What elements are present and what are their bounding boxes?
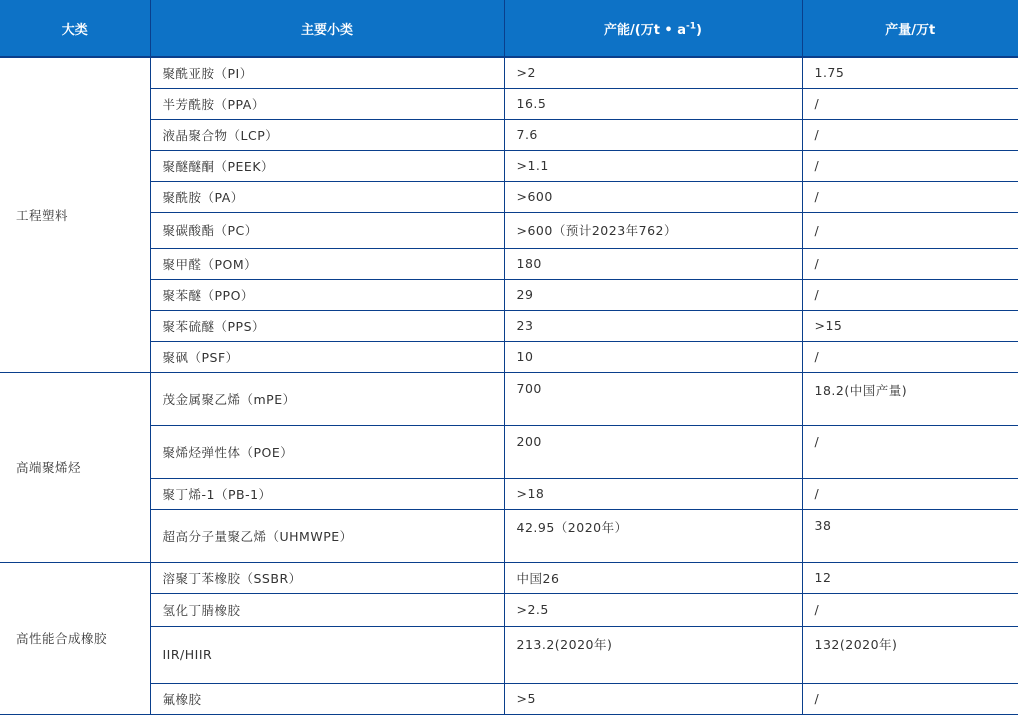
table-row <box>0 593 1018 626</box>
subcategory-cell: 超高分子量聚乙烯（UHMWPE） <box>150 509 504 562</box>
table-row <box>0 372 1018 425</box>
table-row <box>0 88 1018 119</box>
output-cell: >15 <box>802 310 1018 341</box>
subcategory-cell: 聚酰亚胺（PI） <box>150 57 504 88</box>
subcategory-cell: 液晶聚合物（LCP） <box>150 119 504 150</box>
subcategory-cell: 聚甲醛（POM） <box>150 248 504 279</box>
table-row <box>0 57 1018 88</box>
output-cell: / <box>802 683 1018 714</box>
capacity-cell: 29 <box>504 279 802 310</box>
header-subcategory: 主要小类 <box>150 0 504 57</box>
subcategory-cell: 茂金属聚乙烯（mPE） <box>150 372 504 425</box>
subcategory-cell: 半芳酰胺（PPA） <box>150 88 504 119</box>
subcategory-cell: 氢化丁腈橡胶 <box>150 593 504 626</box>
capacity-cell: >2.5 <box>504 593 802 626</box>
capacity-cell: 200 <box>504 425 802 478</box>
output-cell: / <box>802 150 1018 181</box>
subcategory-cell: 聚砜（PSF） <box>150 341 504 372</box>
header-output: 产量/万t <box>802 0 1018 57</box>
capacity-cell: >600 <box>504 181 802 212</box>
subcategory-cell: 溶聚丁苯橡胶（SSBR） <box>150 562 504 593</box>
subcategory-cell: 聚碳酸酯（PC） <box>150 212 504 248</box>
table-row <box>0 310 1018 341</box>
table-row <box>0 626 1018 683</box>
table-row <box>0 150 1018 181</box>
capacity-cell: 42.95（2020年） <box>504 509 802 562</box>
header-row <box>0 0 1018 57</box>
subcategory-cell: 聚烯烃弹性体（POE） <box>150 425 504 478</box>
output-cell: / <box>802 88 1018 119</box>
table-row <box>0 478 1018 509</box>
subcategory-cell: 聚酰胺（PA） <box>150 181 504 212</box>
output-cell: 132(2020年) <box>802 626 1018 683</box>
subcategory-cell: 聚醚醚酮（PEEK） <box>150 150 504 181</box>
output-cell: / <box>802 119 1018 150</box>
output-cell: 18.2(中国产量) <box>802 372 1018 425</box>
output-cell: 1.75 <box>802 57 1018 88</box>
output-cell: / <box>802 279 1018 310</box>
table-row <box>0 119 1018 150</box>
output-cell: 38 <box>802 509 1018 562</box>
capacity-cell: 10 <box>504 341 802 372</box>
capacity-cell: 180 <box>504 248 802 279</box>
capacity-cell: >1.1 <box>504 150 802 181</box>
table-row <box>0 181 1018 212</box>
table-row <box>0 212 1018 248</box>
capacity-cell: >600（预计2023年762） <box>504 212 802 248</box>
table-row <box>0 562 1018 593</box>
capacity-cell: 7.6 <box>504 119 802 150</box>
capacity-cell: 700 <box>504 372 802 425</box>
subcategory-cell: IIR/HIIR <box>150 626 504 683</box>
header-capacity-suffix: ) <box>696 22 702 38</box>
output-cell: / <box>802 248 1018 279</box>
subcategory-cell: 聚丁烯-1（PB-1） <box>150 478 504 509</box>
table-row <box>0 425 1018 478</box>
capacity-cell: 16.5 <box>504 88 802 119</box>
table-row <box>0 279 1018 310</box>
subcategory-cell: 聚苯硫醚（PPS） <box>150 310 504 341</box>
output-cell: / <box>802 425 1018 478</box>
capacity-cell: >18 <box>504 478 802 509</box>
header-capacity <box>504 0 802 57</box>
capacity-cell: 23 <box>504 310 802 341</box>
capacity-cell: >5 <box>504 683 802 714</box>
capacity-cell: 中国26 <box>504 562 802 593</box>
category-cell: 高端聚烯烃 <box>0 372 150 562</box>
output-cell: / <box>802 212 1018 248</box>
capacity-cell: >2 <box>504 57 802 88</box>
header-capacity-prefix: 产能/(万t • a <box>604 22 687 38</box>
table-row <box>0 248 1018 279</box>
capacity-cell: 213.2(2020年) <box>504 626 802 683</box>
table-row <box>0 509 1018 562</box>
table-row <box>0 683 1018 714</box>
subcategory-cell: 聚苯醚（PPO） <box>150 279 504 310</box>
header-capacity-sup: -1 <box>686 21 697 32</box>
output-cell: / <box>802 593 1018 626</box>
output-cell: / <box>802 181 1018 212</box>
output-cell: / <box>802 341 1018 372</box>
output-cell: 12 <box>802 562 1018 593</box>
subcategory-cell: 氟橡胶 <box>150 683 504 714</box>
header-category: 大类 <box>0 0 150 57</box>
table-row <box>0 341 1018 372</box>
output-cell: / <box>802 478 1018 509</box>
category-cell: 高性能合成橡胶 <box>0 562 150 714</box>
category-cell: 工程塑料 <box>0 57 150 372</box>
